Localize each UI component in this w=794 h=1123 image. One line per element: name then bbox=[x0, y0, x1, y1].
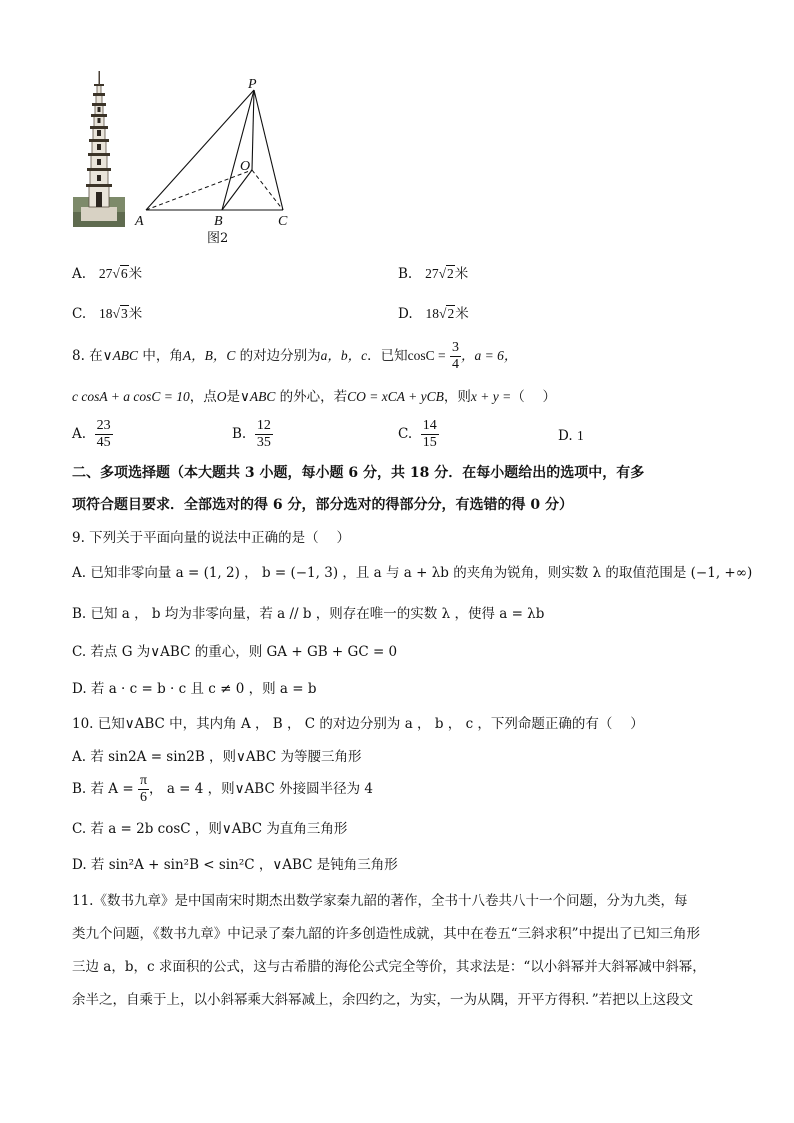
fraction: $\frac{3}{4}$ bbox=[451, 340, 459, 372]
q11-line2: 类九个问题，《数书九章》中记录了秦九韶的许多创造性成就，其中在卷五“三斜求积”中提出了已知三角形 bbox=[72, 926, 701, 942]
q7-option-c[interactable]: C. 18√3米 bbox=[72, 306, 143, 322]
edge-PO bbox=[252, 90, 254, 170]
q9-stem: 9. 下列关于平面向量的说法中正确的是（ ） bbox=[72, 530, 350, 546]
q8-stem-line1: 8. 在∨ABC 中，角A，B，C 的对边分别为a，b，c．已知cosC = $\frac{3}{4}$ ，a = 6， bbox=[72, 340, 518, 372]
figure-2 bbox=[70, 62, 310, 252]
edge-OB bbox=[222, 170, 252, 210]
label-C: C bbox=[278, 214, 288, 229]
fraction: $\frac{23}{45}$ bbox=[96, 418, 111, 450]
q8-option-a[interactable]: A. $\frac{23}{45}$ bbox=[72, 418, 111, 450]
label-P: P bbox=[248, 77, 257, 92]
fraction: $\frac{12}{35}$ bbox=[256, 418, 271, 450]
sqrt-sign: √6 bbox=[112, 266, 128, 281]
q9-option-b[interactable]: B. 已知 a ， b 均为非零向量，若 a // b ，则存在唯一的实数 λ ，使得 a = λb bbox=[72, 606, 545, 622]
pagoda-photo bbox=[73, 67, 125, 227]
q11-line4: 余半之，自乘于上，以小斜幂乘大斜幂减上，余四约之，为实，一为从隅，开平方得积．”若把以上这段文 bbox=[72, 992, 694, 1008]
q8-option-c[interactable]: C. $\frac{14}{15}$ bbox=[398, 418, 437, 450]
label-A: A bbox=[135, 214, 144, 229]
edge-PC bbox=[254, 90, 283, 210]
q8-option-d[interactable]: D. 1 bbox=[558, 428, 584, 444]
q8-option-b[interactable]: B. $\frac{12}{35}$ bbox=[232, 418, 271, 450]
fraction: $\frac{14}{15}$ bbox=[422, 418, 437, 450]
q9-option-a[interactable]: A. 已知非零向量 a = (1, 2) ， b = (−1, 3) ，且 a 与 a + λb 的夹角为锐角，则实数 λ 的取值范围是 (−1, +∞) bbox=[72, 565, 753, 581]
q10-option-c[interactable]: C. 若 a = 2b cosC ，则∨ABC 为直角三角形 bbox=[72, 821, 348, 837]
dashed-AO bbox=[146, 170, 252, 210]
section-2-header-line1: 二、多项选择题（本大题共 3 小题，每小题 6 分，共 18 分．在每小题给出的选项中，有多 bbox=[72, 465, 645, 481]
q7-option-d[interactable]: D. 18√2米 bbox=[398, 306, 469, 322]
section-2-header-line2: 项符合题目要求．全部选对的得 6 分，部分选对的得部分分，有选错的得 0 分） bbox=[72, 497, 573, 513]
sqrt-sign: √2 bbox=[439, 306, 455, 321]
label-B: B bbox=[214, 214, 223, 229]
q10-option-b[interactable]: B. 若 A = $\frac{\pi}{6}$ ， a = 4 ，则∨ABC 外接圆半径为 4 bbox=[72, 773, 373, 805]
figure-caption: 图2 bbox=[207, 231, 229, 246]
sqrt-sign: √2 bbox=[438, 266, 454, 281]
sqrt-sign: √3 bbox=[112, 306, 128, 321]
q11-line1: 11.《数书九章》是中国南宋时期杰出数学家秦九韶的著作，全书十八卷共八十一个问题，分为九类，每 bbox=[72, 893, 688, 909]
label-O: O bbox=[240, 159, 251, 174]
q10-option-d[interactable]: D. 若 sin²A + sin²B < sin²C ，∨ABC 是钝角三角形 bbox=[72, 857, 398, 873]
q9-option-c[interactable]: C. 若点 G 为∨ABC 的重心，则 GA + GB + GC = 0 bbox=[72, 644, 398, 660]
q7-option-a[interactable]: A. 27√6米 bbox=[72, 266, 143, 282]
q10-stem: 10. 已知∨ABC 中，其内角 A ， B ， C 的对边分别为 a ， b ， c ，下列命题正确的有（ ） bbox=[72, 716, 644, 732]
q9-option-d[interactable]: D. 若 a · c = b · c 且 c ≠ 0 ，则 a = b bbox=[72, 681, 317, 697]
q7-option-b[interactable]: B. 27√2米 bbox=[398, 266, 469, 282]
q8-stem-line2: c cosA + a cosC = 10，点O是∨ABC 的外心，若CO = xCA + yCB，则x + y =（ ） bbox=[72, 389, 557, 405]
pyramid-diagram bbox=[130, 62, 310, 252]
q11-line3: 三边 a，b，c 求面积的公式，这与古希腊的海伦公式完全等价，其求法是：“以小斜幂并大斜幂减中斜幂， bbox=[72, 959, 706, 975]
q10-option-a[interactable]: A. 若 sin2A = sin2B ，则∨ABC 为等腰三角形 bbox=[72, 749, 362, 765]
fraction: $\frac{\pi}{6}$ bbox=[139, 773, 148, 805]
